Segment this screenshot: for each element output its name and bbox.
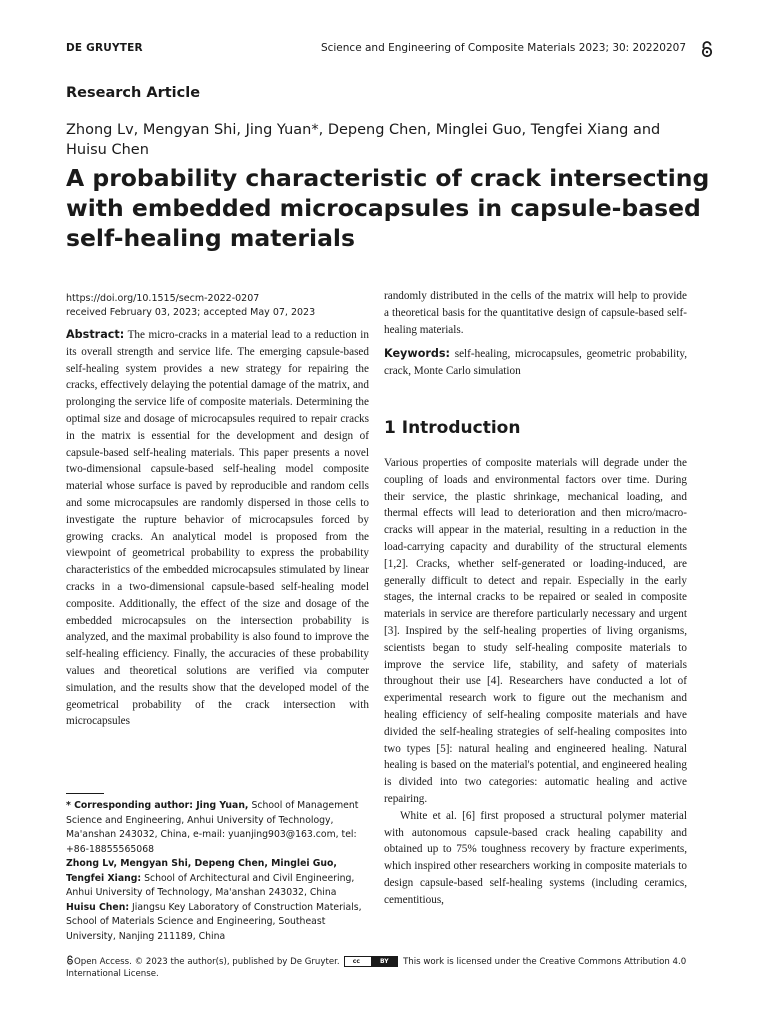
author-list: Zhong Lv, Mengyan Shi, Jing Yuan*, Depeng Chen, Minglei Guo, Tengfei Xiang and Huisu Chen [66, 122, 661, 158]
journal-citation: Science and Engineering of Composite Materials 2023; 30: 20220207 [320, 42, 686, 54]
doi-link[interactable]: https://doi.org/10.1515/secm-2022-0207 [66, 293, 260, 304]
keywords-text: self-healing, microcapsules, geometric probability, crack, Monte Carlo simulation [384, 348, 687, 377]
keywords [384, 346, 687, 380]
introduction-body [384, 455, 687, 909]
cc-badge-left: cc [352, 958, 360, 965]
corresponding-author-text: School of Management Science and Engineering, Anhui University of Technology, Ma'anshan 243032, China, e-mail: yuanjing903@163.com, tel: +86-18855565068 [66, 800, 359, 855]
publisher-name: DE GRUYTER [66, 42, 143, 54]
affiliation-1-label: Zhong Lv, Mengyan Shi, Depeng Chen, Minglei Guo, Tengfei Xiang: [66, 858, 337, 884]
creative-commons-by-badge[interactable] [344, 956, 398, 967]
license-statement [66, 955, 706, 980]
open-access-small-icon [66, 955, 74, 965]
received-accepted-dates: received February 03, 2023; accepted May 07, 2023 [66, 307, 316, 318]
article-type: Research Article [66, 85, 201, 101]
article-meta [66, 292, 315, 320]
corresponding-author-note [66, 799, 376, 857]
corresponding-author-label: * Corresponding author: Jing Yuan, [66, 800, 249, 811]
cc-badge-right: BY [371, 957, 397, 966]
author-footnotes [66, 799, 376, 944]
affiliation-note-2 [66, 901, 376, 945]
intro-paragraph-2: White et al. [6] first proposed a structural polymer material with autonomous capsule-based crack healing capability and obtained up to 75% toughness recovery by fracture experiments, which inspired other researchers working in composite materials to design capsule-based self-healing systems (including ceramics, cementitious, [384, 809, 687, 906]
keywords-label: Keywords: [384, 347, 451, 360]
affiliation-note-1 [66, 857, 376, 901]
affiliation-2-label: Huisu Chen: [66, 901, 130, 913]
affiliation-2-text: Jiangsu Key Laboratory of Construction Materials, School of Materials Science and Engineering, Southeast University, Nanjing 211189, China [66, 901, 362, 942]
license-text: This work is licensed under the Creative Commons Attribution 4.0 International License. [66, 957, 687, 979]
section-heading-introduction: 1 Introduction [384, 418, 521, 438]
open-access-text: Open Access. © 2023 the author(s), published by De Gruyter. [74, 957, 340, 967]
open-access-icon [700, 40, 714, 58]
abstract [66, 327, 369, 730]
abstract-label: Abstract: [66, 328, 125, 341]
footnote-divider [66, 793, 104, 794]
abstract-continuation: randomly distributed in the cells of the matrix will help to provide a theoretical basis for the quantitative design of capsule-based self-healing materials. [384, 290, 687, 336]
abstract-text: The micro-cracks in a material lead to a reduction in its overall strength and service life. The emerging capsule-based self-healing system provides a new strategy for repairing the cracks, effectively delaying the potential damage of the matrix, and prolonging the service life of composite materials. Determining the optimal size and dosage of microcapsules required to repair cracks in the matrix is essential for the development and design of capsule-based self-healing materials. This paper presents a novel two-dimensional capsule-based self-healing model composite material whose surface is paved by reproducible and random cells and some microcapsules are randomly dispersed in those cells to investigate the rupture behavior of microcapsules forced by growing cracks. An analytical model is proposed from the viewpoint of geometrical probability to express the probability characteristics of the embedded microcapsules stimulated by linear cracks in a two-dimensional capsule-based self-healing model composite. Additionally, the effect of the size and dosage of the embedded microcapsules on the intersection probability is analyzed, and the maximal probability is also found to improve the self-healing efficiency. Finally, the accuracies of these probability values and theoretical solutions are verified via computer simulation, and the results show that the developed model of the geometrical probability of the crack intersection with microcapsules [66, 329, 369, 728]
article-title: A probability characteristic of crack intersecting with embedded microcapsules in capsule-based self-healing materials [66, 164, 710, 252]
intro-paragraph-1: Various properties of composite materials will degrade under the coupling of loads and environmental factors over time. During their service, the plastic shrinkage, mechanical loading, and thermal effects will lead to deterioration and then micro/macro-cracks will appear in the material, resulting in a reduction in the load-carrying capacity and durability of the structural elements [1,2]. Cracks, whether self-generated or loading-induced, are generally difficult to detect and repair. Especially in the early stages, the internal cracks to be repaired or sealed in composite materials in service are therefore particularly necessary and urgent [3]. Inspired by the self-healing properties of living organisms, scientists began to study self-healing composite materials to improve the service life, stability, and safety of materials throughout their use [4]. Researchers have conducted a lot of experimental research work to figure out the mechanism and healing efficiency of self-healing composite materials and have divided the self-healing strategies of self-healing composites into two types [5]: natural healing and engineered healing. Natural healing is based on the material's potential, and engineered healing is divided into two categories: automatic healing and active repairing. [384, 457, 687, 805]
affiliation-1-text: School of Architectural and Civil Engineering, Anhui University of Technology, Ma'anshan 243032, China [66, 872, 355, 898]
